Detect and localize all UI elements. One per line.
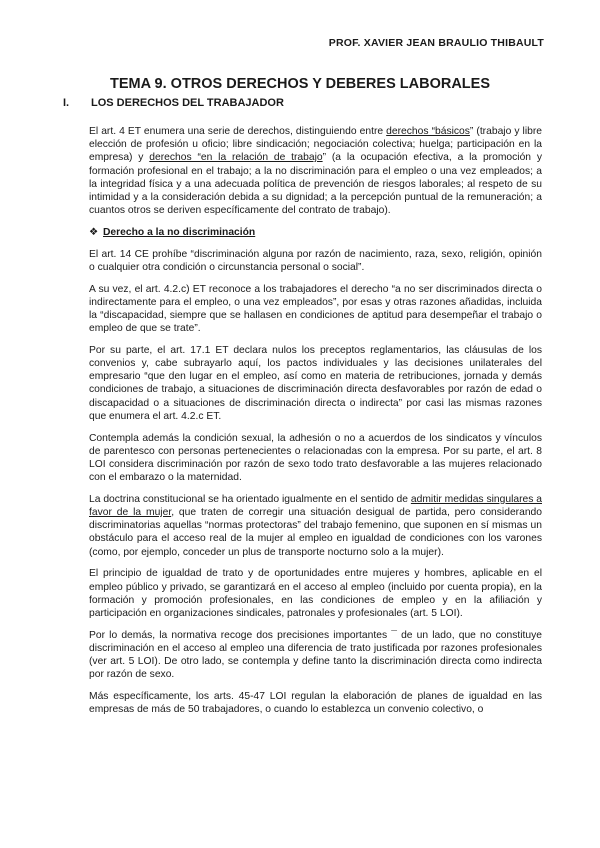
text-run: ” (a la ocupación efectiva, a la promoción y formación profesional en el trabajo; a la no discriminación para el empleo o una vez empleados; a la integridad física y a una adecuada política de prevención de riesgos laborales; al respeto de su intimidad y a la consideración debida a su dignidad; a la percepción puntual de la remuneración; a cuantos otros se deriven específicamente del contrato de trabajo). [89, 152, 542, 217]
page-title: TEMA 9. OTROS DERECHOS Y DEBERES LABORALES [109, 76, 490, 92]
diamond-bullet-icon: ❖ [89, 226, 99, 238]
paragraph: A su vez, el art. 4.2.c) ET reconoce a los trabajadores el derecho “a no ser discriminados directa o indirectamente para el empleo, o una vez empleados”, por esas y otras razones añadidas, incluida la “discapacidad, siempre que se hallasen en condiciones de aptitud para desempeñar el trabajo o empleo de que se trate”. [89, 283, 542, 335]
page-header-author: PROF. XAVIER JEAN BRAULIO THIBAULT [328, 37, 544, 49]
paragraph [89, 493, 542, 559]
paragraph: Por lo demás, la normativa recoge dos precisiones importantes ¯ de un lado, que no constituye discriminación en el acceso al empleo una diferencia de trato justificada por razones profesionales (ver art. 5 LOI). De otro lado, se contempla y define tanto la discriminación directa como indirecta por razón de sexo. [89, 629, 542, 681]
text-run: , que traten de corregir una situación desigual de partida, pero considerando discriminatorias aquellas “normas protectoras” del trabajo femenino, que suponen en sí mismas un obstáculo para el acceso real de la mujer al empleo en igualdad de condiciones con los varones (como, por ejemplo, conceder un plus de transporte nocturno solo a la mujer). [89, 507, 543, 558]
underlined-term: derechos “en la relación de trabajo [149, 152, 323, 164]
paragraph: Por su parte, el art. 17.1 ET declara nulos los preceptos reglamentarios, las cláusulas de los convenios y, cabe subrayarlo aquí, los pactos individuales y las decisiones unilaterales del empresario “que den lugar en el empleo, así como en materia de retribuciones, jornada y demás condiciones de trabajo, a situaciones de discriminación directa desfavorables por razón de edad o discapacidad o a situaciones de discriminación directa o indirecta” por casi las mismas razones que enumera el art. 4.2.c ET. [89, 344, 542, 422]
underlined-term: admitir medidas singulares a favor de la mujer [89, 493, 542, 519]
paragraph: Más específicamente, los arts. 45-47 LOI regulan la elaboración de planes de igualdad en las empresas de más de 50 trabajadores, o cuando lo establezca un convenio colectivo, o [89, 691, 542, 716]
paragraph: Contempla además la condición sexual, la adhesión o no a acuerdos de los sindicatos y vínculos de parentesco con personas pertenecientes o relacionadas con la empresa. Por su parte, el art. 8 LOI considera discriminación por razón de sexo todo trato desfavorable a las mujeres relacionado con el embarazo o la maternidad. [89, 432, 542, 484]
text-run: ” (trabajo y libre elección de profesión u oficio; libre sindicación; negociación colectiva; huelga; participación en la empresa) y [89, 126, 542, 164]
paragraph: El principio de igualdad de trato y de oportunidades entre mujeres y hombres, aplicable en el empleo público y privado, se garantizará en el acceso al empleo (incluido por cuenta propia), en la formación y promoción profesionales, en las condiciones de empleo y en la afiliación y participación en organizaciones sindicales, patronales y profesionales (art. 5 LOI). [89, 568, 542, 619]
underlined-term: derechos “básicos [386, 126, 470, 137]
section-number: I. [63, 97, 70, 109]
subheading-label: Derecho a la no discriminación [103, 226, 256, 238]
text-run: La doctrina constitucional se ha orientado igualmente en el sentido de [89, 493, 411, 505]
document-body [89, 125, 542, 725]
section-title: LOS DERECHOS DEL TRABAJADOR [91, 97, 284, 109]
paragraph: El art. 14 CE prohíbe “discriminación alguna por razón de nacimiento, raza, sexo, religión, opinión o cualquier otra condición o circunstancia personal o social”. [89, 248, 542, 273]
section-heading [63, 97, 284, 109]
subheading [89, 226, 542, 239]
text-run: El art. 4 ET enumera una serie de derechos, distinguiendo entre [89, 126, 387, 137]
paragraph [89, 125, 542, 217]
